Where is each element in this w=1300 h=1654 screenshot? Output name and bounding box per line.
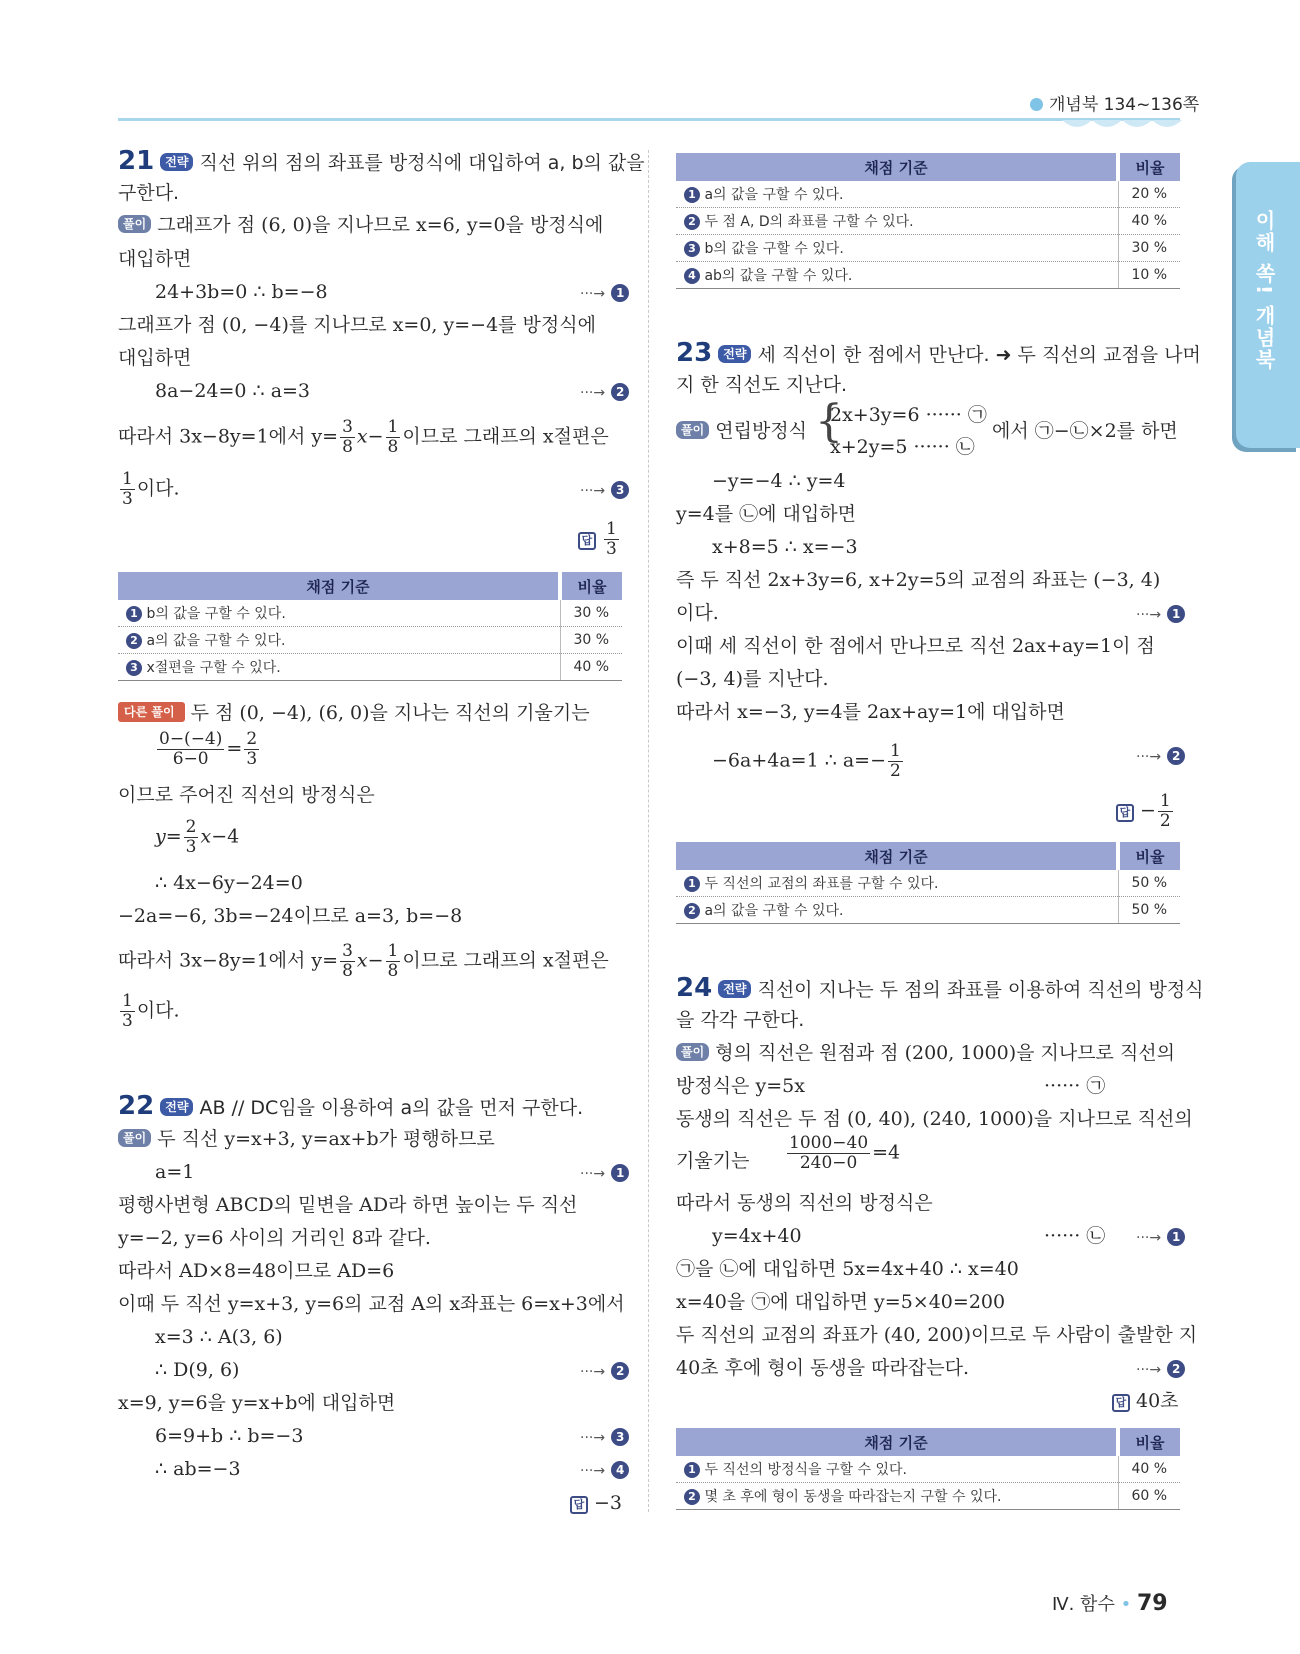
step-marker-1: ···→ 1 xyxy=(580,1159,629,1187)
answer-icon: 답 xyxy=(578,532,596,550)
bullet-dot-icon xyxy=(1030,98,1043,111)
equation-mark: ······ ㉠ xyxy=(1044,1075,1106,1097)
table-row: 3 b의 값을 구할 수 있다. 30 % xyxy=(676,235,1180,262)
answer-icon: 답 xyxy=(1112,1394,1130,1412)
alt-solution-line: 다른 풀이 두 점 (0, −4), (6, 0)을 지나는 직선의 기울기는 xyxy=(118,700,590,726)
equation: ∴ 4x−6y−24=0 xyxy=(155,872,303,894)
table-row: 3 x절편을 구할 수 있다. 40 % xyxy=(118,654,622,681)
system-eq-1: 2x+3y=6 ······ ㉠ xyxy=(830,404,987,426)
solution-line: 평행사변형 ABCD의 밑변을 AD라 하면 높이는 두 직선 xyxy=(118,1194,578,1216)
solution-line: 대입하면 xyxy=(118,347,192,369)
solution-line: 그래프가 점 (0, −4)를 지나므로 x=0, y=−4를 방정식에 xyxy=(118,314,596,336)
table-row: 1 a의 값을 구할 수 있다. 20 % xyxy=(676,181,1180,208)
problem-number: 21 xyxy=(118,146,155,176)
slope-calc: $\frac{0-(-4)}{6-0}$ = $\frac{2}{3}$ xyxy=(159,729,258,769)
solution-line: 따라서 3x−8y=1에서 y= $\frac{3}{8}$ x− $\frac{1}{8}$ 이므로 그래프의 x절편은 xyxy=(118,417,609,457)
step-marker-3: ···→ 3 xyxy=(580,476,629,504)
rubric-table-23: 채점 기준 비율 1 두 직선의 교점의 좌표를 구할 수 있다. 50 % 2 a의 값을 구할 수 있다. 50 % xyxy=(676,842,1180,924)
alt-solution-line: $\frac{1}{3}$ 이다. xyxy=(122,991,180,1031)
problem-24-header: 24 전략 직선이 지나는 두 점의 좌표를 이용하여 직선의 방정식 xyxy=(676,973,1204,1003)
solution-line: ㉠을 ㉡에 대입하면 5x=4x+40 ∴ x=40 xyxy=(676,1258,1019,1280)
rubric-table-24: 채점 기준 비율 1 두 직선의 방정식을 구할 수 있다. 40 % 2 몇 초 후에 형이 동생을 따라잡는지 구할 수 있다. 60 % xyxy=(676,1428,1180,1510)
table-row: 4 ab의 값을 구할 수 있다. 10 % xyxy=(676,262,1180,289)
equation: y= $\frac{2}{3}$ x−4 xyxy=(155,817,240,857)
solution-line: 따라서 동생의 직선의 방정식은 xyxy=(676,1192,933,1214)
slope-calc: $\frac{1000-40}{240-0}$ =4 xyxy=(789,1133,901,1173)
equation: y=4x+40 xyxy=(712,1225,802,1247)
answer-icon: 답 xyxy=(1116,804,1134,822)
strategy-text: 직선 위의 점의 좌표를 방정식에 대입하여 a, b의 값을 xyxy=(199,152,645,174)
strategy-tag: 전략 xyxy=(160,153,193,171)
chapter-label: Ⅳ. 함수 xyxy=(1052,1594,1115,1615)
page-number: 79 xyxy=(1136,1591,1168,1616)
solution-line: 에서 ㉠−㉡×2를 하면 xyxy=(992,420,1178,442)
table-row: 2 a의 값을 구할 수 있다. 30 % xyxy=(118,627,622,654)
concept-book-reference: 개념북 134~136쪽 xyxy=(1030,90,1199,115)
solution-line: 풀이 그래프가 점 (6, 0)을 지나므로 x=6, y=0을 방정식에 xyxy=(118,212,603,238)
header-rule xyxy=(118,118,1180,121)
equation: 8a−24=0 ∴ a=3 xyxy=(155,380,311,402)
step-marker-4: ···→ 4 xyxy=(580,1456,629,1484)
table-row: 1 두 직선의 방정식을 구할 수 있다. 40 % xyxy=(676,1456,1180,1483)
step-marker-1: ···→ 1 xyxy=(1136,1223,1185,1251)
solution-tag: 풀이 xyxy=(118,215,151,233)
equation: −6a+4a=1 ∴ a=− $\frac{1}{2}$ xyxy=(712,741,901,781)
solution-line: 따라서 AD×8=48이므로 AD=6 xyxy=(118,1260,395,1282)
solution-line: 기울기는 xyxy=(676,1150,750,1172)
equation: x=3 ∴ A(3, 6) xyxy=(155,1326,283,1348)
answer: 답 −3 xyxy=(570,1490,622,1516)
problem-23-header: 23 전략 세 직선이 한 점에서 만난다. ➜ 두 직선의 교점을 나머 xyxy=(676,338,1201,368)
answer: 답 $\frac{1}{3}$ xyxy=(578,520,621,559)
solution-line: 풀이 형의 직선은 원점과 점 (200, 1000)을 지나므로 직선의 xyxy=(676,1040,1175,1066)
table-row: 2 두 점 A, D의 좌표를 구할 수 있다. 40 % xyxy=(676,208,1180,235)
solution-line: x=9, y=6을 y=x+b에 대입하면 xyxy=(118,1392,396,1414)
solution-line: 이때 세 직선이 한 점에서 만나므로 직선 2ax+ay=1이 점 xyxy=(676,635,1155,657)
rubric-table-22: 채점 기준 비율 1 a의 값을 구할 수 있다. 20 % 2 두 점 A, D의 좌표를 구할 수 있다. 40 % 3 b의 값을 구할 수 있다. 30 % 4 ab의 값을 구할 수 있다. 10 % xyxy=(676,153,1180,289)
table-row: 2 a의 값을 구할 수 있다. 50 % xyxy=(676,897,1180,924)
step-marker-1: ···→ 1 xyxy=(1136,600,1185,628)
solution-line: 풀이 연립방정식 xyxy=(676,418,807,444)
table-row: 1 b의 값을 구할 수 있다. 30 % xyxy=(118,600,622,627)
solution-line: y=−2, y=6 사이의 거리인 8과 같다. xyxy=(118,1227,431,1249)
solution-line: 두 직선의 교점의 좌표가 (40, 200)이므로 두 사람이 출발한 지 xyxy=(676,1324,1198,1346)
solution-line: 40초 후에 형이 동생을 따라잡는다. xyxy=(676,1357,969,1379)
alt-solution-line: 따라서 3x−8y=1에서 y= $\frac{3}{8}$ x− $\frac{1}{8}$ 이므로 그래프의 x절편은 xyxy=(118,941,609,981)
equation-mark: ······ ㉡ xyxy=(1044,1225,1106,1247)
solution-line: 방정식은 y=5x xyxy=(676,1075,805,1097)
column-divider xyxy=(648,150,649,1512)
step-marker-2: ···→ 2 xyxy=(1136,1355,1185,1383)
footer-dot-icon: • xyxy=(1120,1594,1132,1615)
table-row: 1 두 직선의 교점의 좌표를 구할 수 있다. 50 % xyxy=(676,870,1180,897)
solution-line: $\frac{1}{3}$ 이다. xyxy=(122,469,180,509)
wave-decoration-icon xyxy=(1062,120,1182,134)
solution-line: 동생의 직선은 두 점 (0, 40), (240, 1000)을 지나므로 직선의 xyxy=(676,1108,1193,1130)
solution-line: 대입하면 xyxy=(118,248,192,270)
solution-line: 즉 두 직선 2x+3y=6, x+2y=5의 교점의 좌표는 (−3, 4) xyxy=(676,569,1161,591)
equation: −y=−4 ∴ y=4 xyxy=(712,470,846,492)
step-marker-2: ···→ 2 xyxy=(580,1357,629,1385)
solution-line: 따라서 x=−3, y=4를 2ax+ay=1에 대입하면 xyxy=(676,701,1065,723)
answer: 답 − $\frac{1}{2}$ xyxy=(1116,792,1175,831)
alt-solution-line: 이므로 주어진 직선의 방정식은 xyxy=(118,784,375,806)
problem-22-header: 22 전략 AB // DC임을 이용하여 a의 값을 먼저 구한다. xyxy=(118,1091,584,1121)
step-marker-1: ···→ 1 xyxy=(580,279,629,307)
equation: x+8=5 ∴ x=−3 xyxy=(712,536,858,558)
step-marker-2: ···→ 2 xyxy=(1136,742,1185,770)
step-marker-2: ···→ 2 xyxy=(580,378,629,406)
solution-line: 이때 두 직선 y=x+3, y=6의 교점 A의 x좌표는 6=x+3에서 xyxy=(118,1293,625,1315)
system-eq-2: x+2y=5 ······ ㉡ xyxy=(830,436,975,458)
side-tab-label: 이해 쏙! 개념북 xyxy=(1252,210,1276,372)
equation: ∴ D(9, 6) xyxy=(155,1359,240,1381)
strategy-text-cont: 을 각각 구한다. xyxy=(676,1009,805,1031)
page-footer xyxy=(1052,1590,1168,1616)
solution-line: 이다. xyxy=(676,602,719,624)
solution-line: x=40을 ㉠에 대입하면 y=5×40=200 xyxy=(676,1291,1006,1313)
system-brace: { xyxy=(815,396,843,447)
problem-21-header xyxy=(118,148,645,176)
answer-icon: 답 xyxy=(570,1496,588,1514)
solution-line: (−3, 4)를 지난다. xyxy=(676,668,829,690)
rubric-table-21: 채점 기준 비율 1 b의 값을 구할 수 있다. 30 % 2 a의 값을 구할 수 있다. 30 % 3 x절편을 구할 수 있다. 40 % xyxy=(118,572,622,681)
alt-solution-tag: 다른 풀이 xyxy=(118,702,185,722)
equation: ∴ ab=−3 xyxy=(155,1458,241,1480)
equation: 24+3b=0 ∴ b=−8 xyxy=(155,281,328,303)
solution-line: 풀이 두 직선 y=x+3, y=ax+b가 평행하므로 xyxy=(118,1126,495,1152)
equation: a=1 xyxy=(155,1161,195,1183)
answer: 답 40초 xyxy=(1112,1388,1179,1414)
strategy-text-cont: 지 한 직선도 지난다. xyxy=(676,374,847,396)
alt-solution-line: −2a=−6, 3b=−24이므로 a=3, b=−8 xyxy=(118,905,463,927)
solution-line: y=4를 ㉡에 대입하면 xyxy=(676,503,856,525)
strategy-text-cont: 구한다. xyxy=(118,182,180,204)
step-marker-3: ···→ 3 xyxy=(580,1423,629,1451)
equation: 6=9+b ∴ b=−3 xyxy=(155,1425,304,1447)
table-row: 2 몇 초 후에 형이 동생을 따라잡는지 구할 수 있다. 60 % xyxy=(676,1483,1180,1510)
